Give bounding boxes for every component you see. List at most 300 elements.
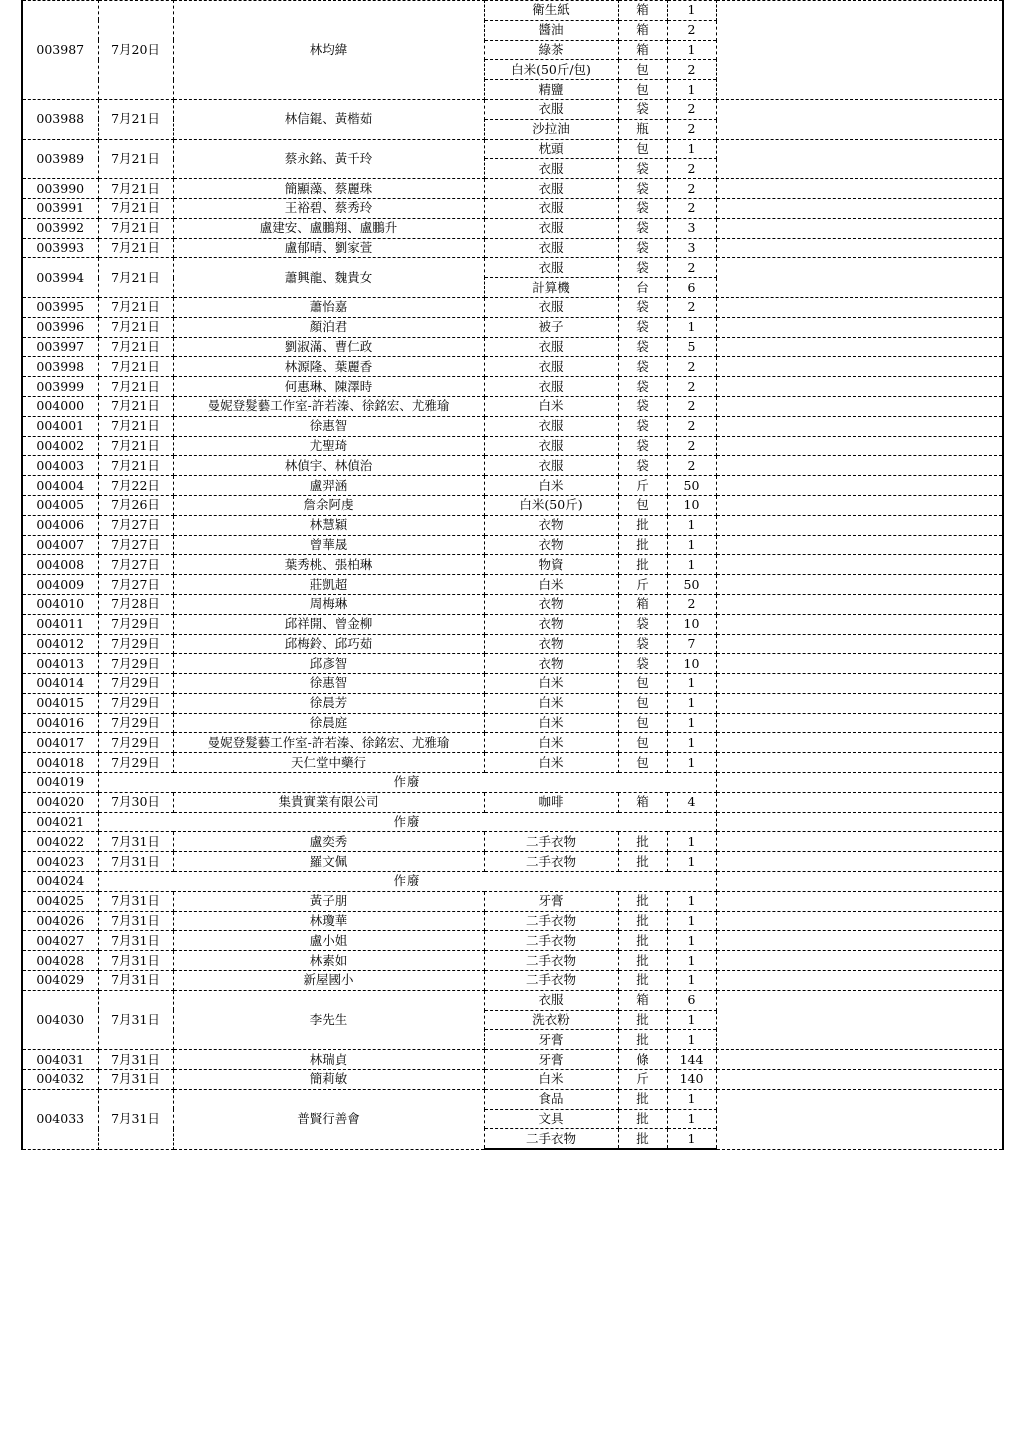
donation-date: 7月21日: [98, 218, 173, 238]
item-name: 白米: [484, 575, 618, 595]
item-unit: 袋: [618, 99, 667, 119]
donor-name: 簡莉敏: [173, 1070, 484, 1090]
item-unit: 袋: [618, 377, 667, 397]
receipt-number: 003993: [22, 238, 98, 258]
item-unit: 批: [618, 971, 667, 991]
item-quantity: 2: [667, 258, 716, 278]
donor-name: 林源隆、葉麗香: [173, 357, 484, 377]
item-unit: 包: [618, 495, 667, 515]
item-quantity: 1: [667, 971, 716, 991]
item-quantity: 1: [667, 40, 716, 60]
item-name: 白米: [484, 713, 618, 733]
remark-cell: [716, 495, 1003, 515]
receipt-number: 004012: [22, 634, 98, 654]
donation-date: 7月21日: [98, 416, 173, 436]
donation-date: 7月31日: [98, 911, 173, 931]
item-quantity: 1: [667, 535, 716, 555]
item-quantity: 2: [667, 297, 716, 317]
item-quantity: 1: [667, 515, 716, 535]
donation-date: 7月21日: [98, 238, 173, 258]
receipt-number: 004006: [22, 515, 98, 535]
item-quantity: 1: [667, 1010, 716, 1030]
item-quantity: 1: [667, 832, 716, 852]
donor-name: 盧羿涵: [173, 476, 484, 496]
donation-date: 7月29日: [98, 713, 173, 733]
receipt-number: 004010: [22, 594, 98, 614]
donation-date: 7月29日: [98, 674, 173, 694]
receipt-number: 003996: [22, 317, 98, 337]
receipt-number: 003998: [22, 357, 98, 377]
receipt-number: 003995: [22, 297, 98, 317]
item-quantity: 4: [667, 792, 716, 812]
remark-cell: [716, 911, 1003, 931]
donor-name: 新屋國小: [173, 971, 484, 991]
item-unit: 包: [618, 713, 667, 733]
donor-name: 邱彥智: [173, 654, 484, 674]
item-quantity: 2: [667, 456, 716, 476]
item-quantity: 2: [667, 416, 716, 436]
receipt-number: 004009: [22, 575, 98, 595]
item-unit: 台: [618, 278, 667, 298]
donor-name: 林信錕、黃楷茹: [173, 99, 484, 139]
item-unit: 箱: [618, 594, 667, 614]
donation-date: 7月21日: [98, 258, 173, 298]
remark-cell: [716, 634, 1003, 654]
item-quantity: 2: [667, 60, 716, 80]
remark-cell: [716, 436, 1003, 456]
remark-cell: [716, 238, 1003, 258]
remark-cell: [716, 179, 1003, 199]
item-name: 牙膏: [484, 1030, 618, 1050]
item-name: 衣服: [484, 297, 618, 317]
receipt-number: 004031: [22, 1050, 98, 1070]
item-name: 衣服: [484, 377, 618, 397]
donation-date: 7月31日: [98, 1050, 173, 1070]
table-row: [22, 99, 1003, 119]
item-unit: 箱: [618, 20, 667, 40]
donor-name: 蕭怡嘉: [173, 297, 484, 317]
remark-cell: [716, 971, 1003, 991]
donor-name: 林慧穎: [173, 515, 484, 535]
void-label: 作廢: [98, 812, 716, 832]
donation-date: 7月29日: [98, 693, 173, 713]
item-unit: 斤: [618, 575, 667, 595]
donor-name: 曼妮登髮藝工作室-許若溱、徐銘宏、尤雅瑜: [173, 396, 484, 416]
table-row: [22, 238, 1003, 258]
table-row: [22, 674, 1003, 694]
remark-cell: [716, 654, 1003, 674]
table-row: [22, 792, 1003, 812]
receipt-number: 004023: [22, 852, 98, 872]
remark-cell: [716, 852, 1003, 872]
donor-name: 王裕碧、蔡秀玲: [173, 198, 484, 218]
item-unit: 批: [618, 951, 667, 971]
item-quantity: 1: [667, 733, 716, 753]
receipt-number: 004029: [22, 971, 98, 991]
remark-cell: [716, 713, 1003, 733]
receipt-number: 003999: [22, 377, 98, 397]
item-quantity: 50: [667, 476, 716, 496]
donation-date: 7月29日: [98, 753, 173, 773]
receipt-number: 004022: [22, 832, 98, 852]
item-unit: 袋: [618, 317, 667, 337]
table-row: [22, 852, 1003, 872]
donor-name: 盧奕秀: [173, 832, 484, 852]
item-name: 物資: [484, 555, 618, 575]
receipt-number: 004011: [22, 614, 98, 634]
item-quantity: 2: [667, 159, 716, 179]
item-unit: 袋: [618, 416, 667, 436]
item-name: 二手衣物: [484, 911, 618, 931]
item-quantity: 1: [667, 317, 716, 337]
item-unit: 批: [618, 931, 667, 951]
remark-cell: [716, 317, 1003, 337]
donation-date: 7月26日: [98, 495, 173, 515]
table-row: [22, 614, 1003, 634]
item-name: 二手衣物: [484, 951, 618, 971]
item-quantity: 1: [667, 555, 716, 575]
table-row: [22, 218, 1003, 238]
table-row: [22, 713, 1003, 733]
item-name: 衣物: [484, 515, 618, 535]
donor-name: 黃子朋: [173, 891, 484, 911]
item-unit: 瓶: [618, 119, 667, 139]
donation-date: 7月21日: [98, 198, 173, 218]
item-unit: 批: [618, 911, 667, 931]
receipt-number: 003997: [22, 337, 98, 357]
item-quantity: 2: [667, 357, 716, 377]
donation-date: 7月27日: [98, 555, 173, 575]
item-unit: 條: [618, 1050, 667, 1070]
remark-cell: [716, 218, 1003, 238]
donation-date: 7月22日: [98, 476, 173, 496]
remark-cell: [716, 872, 1003, 892]
table-row: [22, 436, 1003, 456]
table-row: [22, 416, 1003, 436]
ledger-body: [22, 1, 1003, 1150]
receipt-number: 004008: [22, 555, 98, 575]
item-name: 衣服: [484, 159, 618, 179]
remark-cell: [716, 416, 1003, 436]
remark-cell: [716, 733, 1003, 753]
item-name: 精鹽: [484, 80, 618, 100]
item-name: 二手衣物: [484, 931, 618, 951]
donor-name: 簡顯藻、蔡麗珠: [173, 179, 484, 199]
remark-cell: [716, 456, 1003, 476]
donor-name: 葉秀桃、張柏琳: [173, 555, 484, 575]
receipt-number: 003987: [22, 1, 98, 100]
item-quantity: 5: [667, 337, 716, 357]
donor-name: 李先生: [173, 990, 484, 1049]
item-unit: 袋: [618, 218, 667, 238]
item-unit: 箱: [618, 990, 667, 1010]
donor-name: 普賢行善會: [173, 1089, 484, 1149]
donation-ledger-table: [21, 0, 1004, 1150]
table-row: [22, 456, 1003, 476]
item-unit: 包: [618, 139, 667, 159]
item-name: 醬油: [484, 20, 618, 40]
table-row: [22, 555, 1003, 575]
item-unit: 包: [618, 693, 667, 713]
item-name: 衣服: [484, 99, 618, 119]
item-unit: 斤: [618, 1070, 667, 1090]
item-quantity: 140: [667, 1070, 716, 1090]
remark-cell: [716, 99, 1003, 139]
item-unit: 批: [618, 515, 667, 535]
remark-cell: [716, 297, 1003, 317]
donation-date: 7月21日: [98, 456, 173, 476]
receipt-number: 003994: [22, 258, 98, 298]
donation-date: 7月21日: [98, 436, 173, 456]
receipt-number: 003989: [22, 139, 98, 179]
table-row: [22, 990, 1003, 1010]
table-row: [22, 971, 1003, 991]
receipt-number: 004025: [22, 891, 98, 911]
table-row: [22, 832, 1003, 852]
item-unit: 批: [618, 832, 667, 852]
donation-date: 7月21日: [98, 377, 173, 397]
item-quantity: 3: [667, 218, 716, 238]
table-row: [22, 1089, 1003, 1109]
item-quantity: 2: [667, 119, 716, 139]
item-unit: 箱: [618, 1, 667, 21]
item-quantity: 6: [667, 990, 716, 1010]
item-name: 白米(50斤/包): [484, 60, 618, 80]
item-name: 衣服: [484, 238, 618, 258]
receipt-number: 004019: [22, 773, 98, 793]
table-row: [22, 1050, 1003, 1070]
table-row: [22, 179, 1003, 199]
table-row: [22, 139, 1003, 159]
item-quantity: 2: [667, 179, 716, 199]
donor-name: 盧建安、盧鵬翔、盧鵬升: [173, 218, 484, 238]
item-unit: 批: [618, 1109, 667, 1129]
donor-name: 蔡永銘、黃千玲: [173, 139, 484, 179]
donor-name: 尤聖琦: [173, 436, 484, 456]
item-name: 衣服: [484, 456, 618, 476]
item-unit: 袋: [618, 337, 667, 357]
donor-name: 劉淑滿、曹仁政: [173, 337, 484, 357]
item-name: 白米: [484, 1070, 618, 1090]
remark-cell: [716, 139, 1003, 179]
remark-cell: [716, 1050, 1003, 1070]
remark-cell: [716, 773, 1003, 793]
void-label: 作廢: [98, 872, 716, 892]
remark-cell: [716, 951, 1003, 971]
remark-cell: [716, 198, 1003, 218]
donor-name: 曼妮登髮藝工作室-許若溱、徐銘宏、尤雅瑜: [173, 733, 484, 753]
item-quantity: 1: [667, 80, 716, 100]
item-name: 被子: [484, 317, 618, 337]
item-name: 食品: [484, 1089, 618, 1109]
item-name: 二手衣物: [484, 832, 618, 852]
remark-cell: [716, 614, 1003, 634]
donor-name: 莊凱超: [173, 575, 484, 595]
remark-cell: [716, 575, 1003, 595]
table-row: [22, 495, 1003, 515]
item-name: 衣物: [484, 535, 618, 555]
remark-cell: [716, 792, 1003, 812]
receipt-number: 004033: [22, 1089, 98, 1149]
item-name: 衣服: [484, 990, 618, 1010]
table-row: [22, 357, 1003, 377]
item-name: 衣物: [484, 614, 618, 634]
receipt-number: 004030: [22, 990, 98, 1049]
receipt-number: 004005: [22, 495, 98, 515]
item-quantity: 2: [667, 99, 716, 119]
item-quantity: 2: [667, 198, 716, 218]
table-row: [22, 297, 1003, 317]
donor-name: 徐惠智: [173, 674, 484, 694]
table-row: [22, 515, 1003, 535]
receipt-number: 004018: [22, 753, 98, 773]
donor-name: 盧郁晴、劉家萱: [173, 238, 484, 258]
item-name: 衣服: [484, 357, 618, 377]
item-quantity: 1: [667, 891, 716, 911]
item-quantity: 2: [667, 594, 716, 614]
donor-name: 周梅琳: [173, 594, 484, 614]
donation-date: 7月21日: [98, 317, 173, 337]
item-unit: 袋: [618, 159, 667, 179]
item-quantity: 2: [667, 20, 716, 40]
receipt-number: 004032: [22, 1070, 98, 1090]
table-row: [22, 377, 1003, 397]
item-quantity: 50: [667, 575, 716, 595]
remark-cell: [716, 990, 1003, 1049]
receipt-number: 004020: [22, 792, 98, 812]
item-name: 白米(50斤): [484, 495, 618, 515]
item-name: 衣服: [484, 337, 618, 357]
item-quantity: 1: [667, 693, 716, 713]
item-name: 沙拉油: [484, 119, 618, 139]
table-row: [22, 198, 1003, 218]
donation-date: 7月21日: [98, 99, 173, 139]
receipt-number: 004013: [22, 654, 98, 674]
remark-cell: [716, 555, 1003, 575]
remark-cell: [716, 535, 1003, 555]
item-unit: 袋: [618, 297, 667, 317]
item-unit: 批: [618, 852, 667, 872]
donation-date: 7月21日: [98, 179, 173, 199]
item-name: 衣物: [484, 634, 618, 654]
remark-cell: [716, 1, 1003, 100]
donor-name: 林瓊華: [173, 911, 484, 931]
table-row: [22, 535, 1003, 555]
item-name: 白米: [484, 674, 618, 694]
item-quantity: 1: [667, 674, 716, 694]
item-quantity: 2: [667, 396, 716, 416]
table-row: [22, 258, 1003, 278]
receipt-number: 003991: [22, 198, 98, 218]
item-quantity: 3: [667, 238, 716, 258]
item-unit: 袋: [618, 634, 667, 654]
donation-date: 7月31日: [98, 971, 173, 991]
remark-cell: [716, 1089, 1003, 1149]
donor-name: 林瑞貞: [173, 1050, 484, 1070]
table-row: [22, 1070, 1003, 1090]
remark-cell: [716, 812, 1003, 832]
item-unit: 袋: [618, 179, 667, 199]
table-row: [22, 733, 1003, 753]
item-name: 牙膏: [484, 1050, 618, 1070]
donor-name: 盧小姐: [173, 931, 484, 951]
donor-name: 何惠琳、陳澤時: [173, 377, 484, 397]
item-name: 白米: [484, 733, 618, 753]
item-quantity: 1: [667, 139, 716, 159]
table-row: [22, 1, 1003, 21]
item-name: 洗衣粉: [484, 1010, 618, 1030]
receipt-number: 004027: [22, 931, 98, 951]
receipt-number: 004015: [22, 693, 98, 713]
item-name: 白米: [484, 396, 618, 416]
receipt-number: 003992: [22, 218, 98, 238]
item-quantity: 6: [667, 278, 716, 298]
item-name: 二手衣物: [484, 1129, 618, 1149]
receipt-number: 004000: [22, 396, 98, 416]
donor-name: 顏泊君: [173, 317, 484, 337]
donation-date: 7月21日: [98, 139, 173, 179]
donor-name: 集貴實業有限公司: [173, 792, 484, 812]
item-unit: 斤: [618, 476, 667, 496]
receipt-number: 004024: [22, 872, 98, 892]
item-name: 文具: [484, 1109, 618, 1129]
item-quantity: 1: [667, 911, 716, 931]
donation-date: 7月29日: [98, 614, 173, 634]
donor-name: 邱祥開、曾金柳: [173, 614, 484, 634]
donation-date: 7月21日: [98, 357, 173, 377]
donation-date: 7月31日: [98, 990, 173, 1049]
remark-cell: [716, 693, 1003, 713]
table-row: [22, 693, 1003, 713]
donation-date: 7月21日: [98, 337, 173, 357]
table-row: [22, 337, 1003, 357]
item-quantity: 1: [667, 713, 716, 733]
item-unit: 包: [618, 80, 667, 100]
item-unit: 袋: [618, 357, 667, 377]
remark-cell: [716, 476, 1003, 496]
item-unit: 箱: [618, 792, 667, 812]
item-unit: 袋: [618, 654, 667, 674]
item-name: 衣服: [484, 416, 618, 436]
item-quantity: 1: [667, 931, 716, 951]
item-unit: 袋: [618, 614, 667, 634]
receipt-number: 003988: [22, 99, 98, 139]
void-label: 作廢: [98, 773, 716, 793]
donation-date: 7月31日: [98, 891, 173, 911]
receipt-number: 004016: [22, 713, 98, 733]
donation-date: 7月31日: [98, 1089, 173, 1149]
receipt-number: 004004: [22, 476, 98, 496]
donation-date: 7月29日: [98, 654, 173, 674]
donor-name: 邱梅鈴、邱巧茹: [173, 634, 484, 654]
receipt-number: 004002: [22, 436, 98, 456]
donation-date: 7月27日: [98, 575, 173, 595]
receipt-number: 004026: [22, 911, 98, 931]
donation-date: 7月31日: [98, 1070, 173, 1090]
item-unit: 袋: [618, 258, 667, 278]
receipt-number: 004017: [22, 733, 98, 753]
table-row: [22, 951, 1003, 971]
donation-date: 7月29日: [98, 733, 173, 753]
remark-cell: [716, 377, 1003, 397]
table-row: [22, 654, 1003, 674]
donor-name: 詹余阿虔: [173, 495, 484, 515]
receipt-number: 004028: [22, 951, 98, 971]
item-unit: 袋: [618, 238, 667, 258]
item-name: 枕頭: [484, 139, 618, 159]
item-quantity: 1: [667, 753, 716, 773]
remark-cell: [716, 594, 1003, 614]
